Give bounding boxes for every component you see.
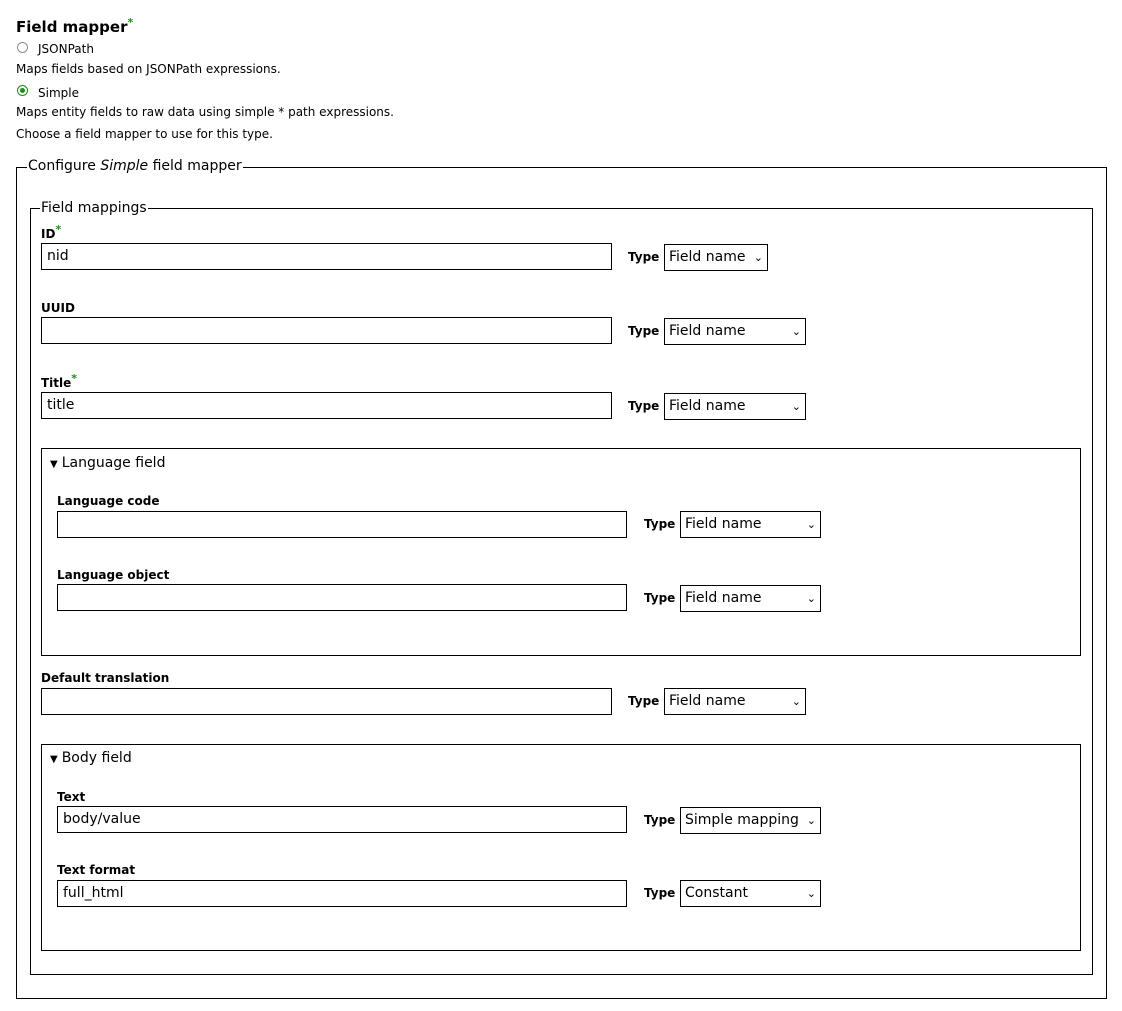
language-object-type-label: Type bbox=[644, 591, 676, 605]
required-marker: * bbox=[55, 223, 62, 236]
text-type-label: Type bbox=[644, 813, 676, 827]
required-marker: * bbox=[71, 372, 78, 385]
id-input[interactable]: nid bbox=[41, 243, 612, 270]
default-translation-type-label: Type bbox=[628, 694, 660, 708]
text-format-type-select[interactable]: Constant ⌄ bbox=[680, 880, 821, 907]
title-type-select[interactable]: Field name ⌄ bbox=[664, 393, 806, 420]
simple-radio-label[interactable]: Simple bbox=[38, 86, 79, 100]
text-type-select[interactable]: Simple mapping ⌄ bbox=[680, 807, 821, 834]
language-code-label: Language code bbox=[57, 494, 160, 508]
chevron-down-icon: ⌄ bbox=[791, 325, 801, 338]
chevron-down-icon: ⌄ bbox=[753, 251, 763, 264]
simple-radio[interactable] bbox=[17, 85, 28, 96]
text-format-label: Text format bbox=[57, 863, 136, 877]
language-code-input[interactable] bbox=[57, 511, 627, 538]
configure-legend: Configure Simple field mapper bbox=[28, 158, 242, 174]
chevron-down-icon: ⌄ bbox=[791, 400, 801, 413]
title-label: Title* bbox=[41, 372, 78, 390]
field-mappings-legend: Field mappings bbox=[41, 200, 147, 216]
id-type-label: Type bbox=[628, 250, 660, 264]
text-format-type-label: Type bbox=[644, 886, 676, 900]
id-type-select[interactable]: Field name ⌄ bbox=[664, 244, 768, 271]
id-label: ID* bbox=[41, 223, 62, 241]
chevron-down-icon: ⌄ bbox=[806, 814, 816, 827]
uuid-input[interactable] bbox=[41, 317, 612, 344]
language-object-type-select[interactable]: Field name ⌄ bbox=[680, 585, 821, 612]
triangle-down-icon: ▼ bbox=[50, 754, 58, 765]
triangle-down-icon: ▼ bbox=[50, 459, 58, 470]
simple-description: Maps entity fields to raw data using simple * path expressions. bbox=[16, 105, 394, 119]
chevron-down-icon: ⌄ bbox=[791, 695, 801, 708]
jsonpath-radio[interactable] bbox=[17, 42, 28, 53]
field-mapper-help: Choose a field mapper to use for this type. bbox=[16, 127, 273, 141]
language-code-type-label: Type bbox=[644, 517, 676, 531]
uuid-type-label: Type bbox=[628, 324, 660, 338]
title-input[interactable]: title bbox=[41, 392, 612, 419]
text-format-input[interactable]: full_html bbox=[57, 880, 627, 907]
language-details-summary[interactable]: ▼ Language field bbox=[50, 455, 166, 471]
default-translation-type-select[interactable]: Field name ⌄ bbox=[664, 688, 806, 715]
text-label: Text bbox=[57, 790, 86, 804]
chevron-down-icon: ⌄ bbox=[806, 887, 816, 900]
chevron-down-icon: ⌄ bbox=[806, 592, 816, 605]
jsonpath-radio-label[interactable]: JSONPath bbox=[38, 42, 94, 56]
required-marker: * bbox=[127, 16, 134, 29]
language-code-type-select[interactable]: Field name ⌄ bbox=[680, 511, 821, 538]
chevron-down-icon: ⌄ bbox=[806, 518, 816, 531]
body-details-summary[interactable]: ▼ Body field bbox=[50, 750, 132, 766]
language-details bbox=[41, 448, 1081, 656]
default-translation-input[interactable] bbox=[41, 688, 612, 715]
language-object-input[interactable] bbox=[57, 584, 627, 611]
text-input[interactable]: body/value bbox=[57, 806, 627, 833]
language-object-label: Language object bbox=[57, 568, 170, 582]
uuid-label: UUID bbox=[41, 301, 75, 315]
default-translation-label: Default translation bbox=[41, 671, 170, 685]
uuid-type-select[interactable]: Field name ⌄ bbox=[664, 318, 806, 345]
field-mapper-title: Field mapper* bbox=[16, 16, 134, 36]
body-details bbox=[41, 744, 1081, 951]
title-type-label: Type bbox=[628, 399, 660, 413]
jsonpath-description: Maps fields based on JSONPath expressions. bbox=[16, 62, 281, 76]
